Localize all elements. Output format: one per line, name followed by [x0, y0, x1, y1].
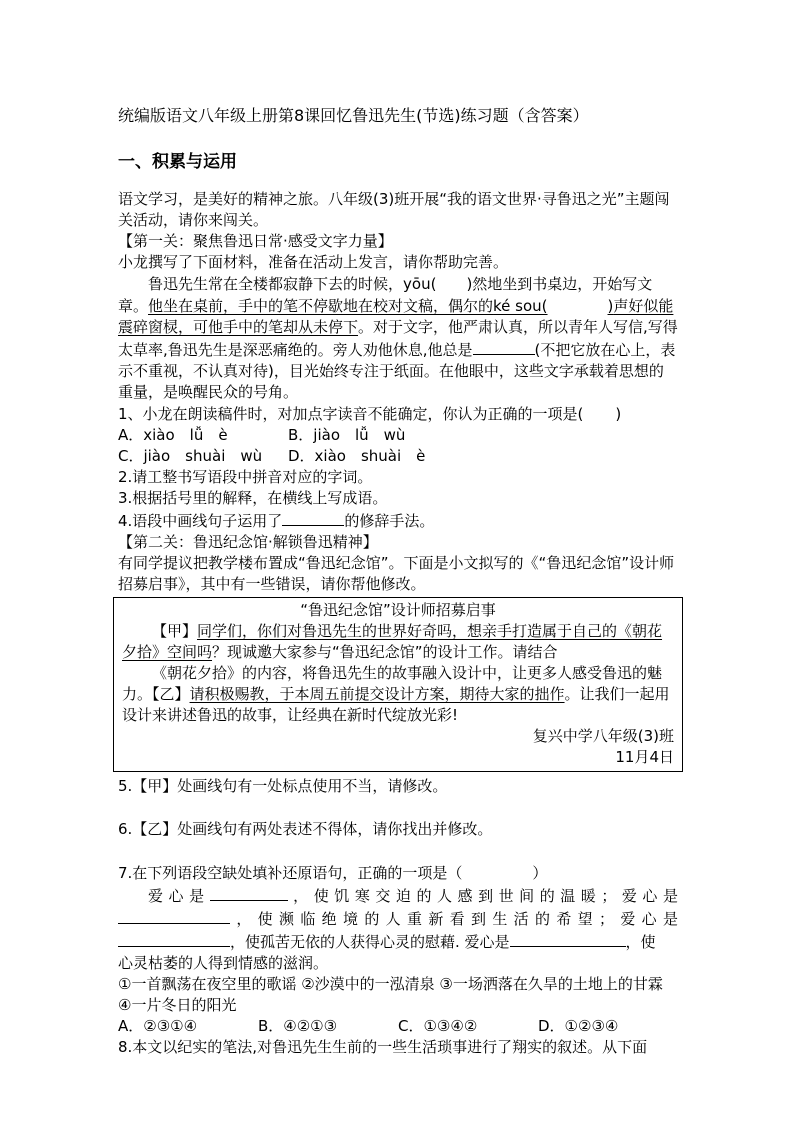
level2-lead: 有同学提议把教学楼布置成“鲁迅纪念馆”。下面是小文拟写的《“鲁迅纪念馆”设计师招募启事》，其中有一些错误，请你帮他修改。 — [118, 554, 675, 593]
question-1-options-row-2 — [118, 446, 678, 467]
idiom-blank[interactable] — [473, 338, 535, 355]
question-1: 1、小龙在朗读稿件时，对加点字读音不能确定，你认为正确的一项是( ) — [118, 405, 622, 423]
q7-choices: ①一首飘荡在夜空里的歌谣 ②沙漠中的一泓清泉 ③一场洒落在久旱的土地上的甘霖 ④一片冬日的阳光 — [118, 975, 663, 1014]
q7-line-1: 爱心是 ，使饥寒交迫的人感到世间的温暖；爱心是 — [118, 884, 678, 907]
q7-line-2: ，使濒临绝境的人重新看到生活的希望；爱心是 — [118, 907, 678, 930]
option-a[interactable]: A．xiào lǚ è — [118, 426, 228, 444]
level1-lead: 小龙撰写了下面材料，准备在活动上发言，请你帮助完善。 — [118, 253, 509, 271]
q7-option-b[interactable]: B．④②①③ — [258, 1017, 338, 1035]
question-1-options-row-1 — [118, 425, 678, 446]
question-4: 4.语段中画线句子运用了 的修辞手法。 — [118, 509, 678, 532]
underlined-sentence: 他坐在桌前，手中的笔不停歇地在校对文稿，偶尔的ké sou( )声好似能震碎窗棂，可他手中的笔却从未停下 — [118, 297, 674, 336]
pinyin-blank-2[interactable]: ké sou( ) — [493, 297, 614, 315]
option-d[interactable]: D．xiào shuài è — [288, 447, 426, 465]
notice-body-2: 《朝花夕拾》的内容，将鲁迅先生的故事融入设计中，让更多人感受鲁迅的魅力。【乙】请积极赐教，于本周五前提交设计方案，期待大家的拙作。让我们一起用设计来讲述鲁迅的故事，让经典在新时代绽放光彩! — [122, 664, 670, 724]
intro-paragraph: 语文学习，是美好的精神之旅。八年级(3)班开展“我的语文世界·寻鲁迅之光”主题闯关活动，请你来闯关。 — [118, 190, 670, 229]
question-7: 7.在下列语段空缺处填补还原语句，正确的一项是（ ） — [118, 864, 548, 882]
notice-date: 11月4日 — [615, 748, 674, 766]
notice-signature: 复兴中学八年级(3)班 — [532, 727, 674, 745]
q7-line-3: ，使孤苦无依的人获得心灵的慰藉. 爱心是 ，使 — [118, 930, 678, 953]
level1-heading: 【第一关：聚焦鲁迅日常·感受文字力量】 — [118, 232, 393, 250]
notice-title: “鲁迅纪念馆”设计师招募启事 — [300, 601, 496, 619]
option-c[interactable]: C．jiào shuài wù — [118, 447, 263, 465]
notice-body: 【甲】同学们，你们对鲁迅先生的世界好奇吗，想亲手打造属于自己的《朝花夕拾》空间吗？现诚邀大家参与“鲁迅纪念馆”的设计工作。请结合 — [122, 622, 663, 661]
document-page — [118, 103, 678, 1058]
q7-option-c[interactable]: C．①③④② — [398, 1017, 478, 1035]
yi-underlined: 请积极赐教，于本周五前提交设计方案，期待大家的拙作 — [189, 685, 565, 703]
q7-line-4: 心灵枯萎的人得到情感的滋润。 — [118, 954, 329, 972]
question-5: 5.【甲】处画线句有一处标点使用不当，请修改。 — [118, 777, 448, 795]
question-3: 3.根据括号里的解释，在横线上写成语。 — [118, 489, 388, 507]
question-8: 8.本文以纪实的笔法,对鲁迅先生生前的一些生活琐事进行了翔实的叙述。从下面 — [118, 1038, 648, 1056]
option-b[interactable]: B．jiào lǚ wù — [288, 426, 406, 444]
q7-option-a[interactable]: A．②③①④ — [118, 1017, 198, 1035]
question-2: 2.请工整书写语段中拼音对应的字词。 — [118, 468, 373, 486]
document-title: 统编版语文八年级上册第8课回忆鲁迅先生(节选)练习题（含答案） — [118, 106, 589, 125]
notice-box — [113, 597, 683, 772]
question-7-options — [118, 1016, 678, 1037]
level1-passage: 鲁迅先生常在全楼都寂静下去的时候，yōu( )然地坐到书桌边，开始写文章。他坐在桌前，手中的笔不停歇地在校对文稿，偶尔的ké sou( )声好似能震碎窗棂，可他手中的笔却从未停下。对于文字，他严肃认真，所以青年人写信,写得太草率,鲁迅先生是深恶痛绝的。旁人劝他休息,他总是 (不把它放在心上，表示不重视，不认真对待)，目光始终专注于纸面。在他眼中，这些文字承载着思想的重量，是唤醒民众的号角。 — [118, 275, 678, 401]
section-heading: 一、积累与运用 — [118, 152, 237, 172]
q7-option-d[interactable]: D．①②③④ — [538, 1017, 619, 1035]
question-6: 6.【乙】处画线句有两处表述不得体，请你找出并修改。 — [118, 820, 493, 838]
pinyin-blank-1[interactable]: yōu( ) — [403, 275, 473, 293]
level2-heading: 【第二关：鲁迅纪念馆·解锁鲁迅精神】 — [118, 533, 378, 551]
rhetoric-blank[interactable] — [282, 509, 344, 526]
jia-underlined: 同学们，你们对鲁迅先生的世界好奇吗，想亲手打造属于自己的《朝花夕拾》空间吗 — [122, 622, 663, 661]
